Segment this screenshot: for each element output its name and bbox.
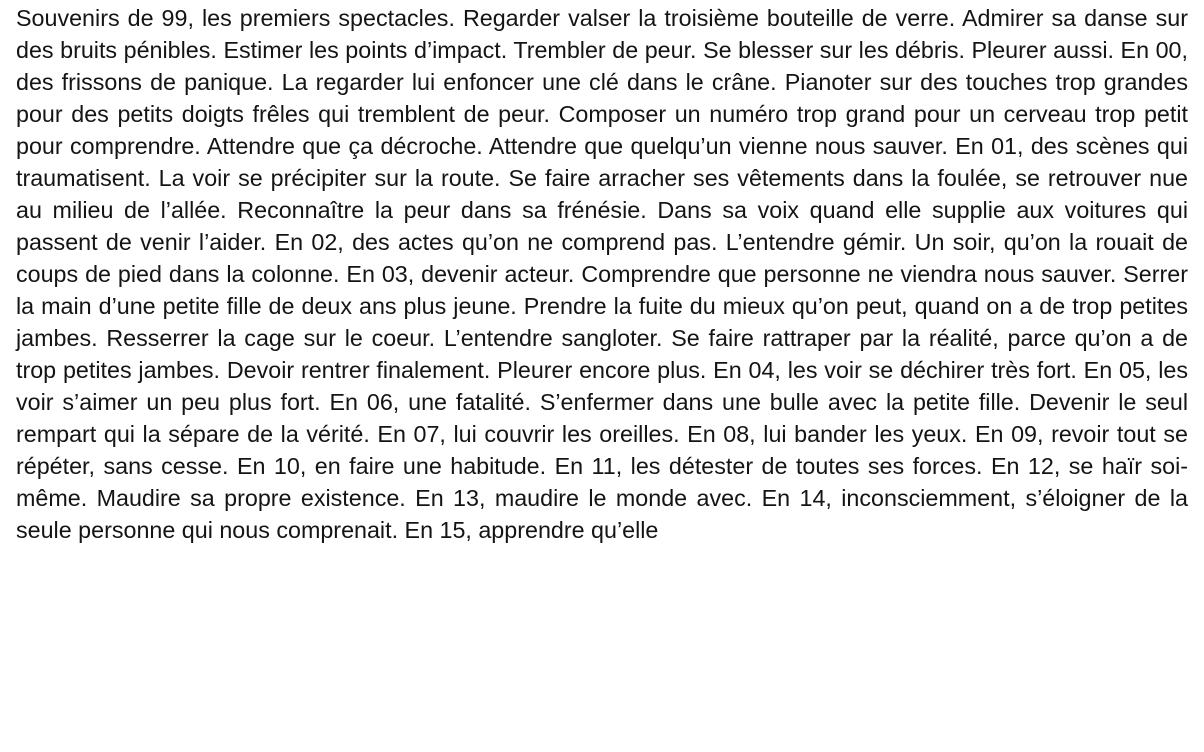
body-paragraph: Souvenirs de 99, les premiers spectacles. Regarder valser la troisième bouteille de verre. Admirer sa danse sur des bruits pénibles. Estimer les points d’impact. Trembler de peur. Se blesser sur les débris. Pleurer aussi. En 00, des frissons de panique. La regarder lui enfoncer une clé dans le crâne. Pianoter sur des touches trop grandes pour des petits doigts frêles qui tremblent de peur. Composer un numéro trop grand pour un cerveau trop petit pour comprendre. Attendre que ça décroche. Attendre que quelqu’un vienne nous sauver. En 01, des scènes qui traumatisent. La voir se précipiter sur la route. Se faire arracher ses vêtements dans la foulée, se retrouver nue au milieu de l’allée. Reconnaître la peur dans sa frénésie. Dans sa voix quand elle supplie aux voitures qui passent de venir l’aider. En 02, des actes qu’on ne comprend pas. L’entendre gémir. Un soir, qu’on la rouait de coups de pied dans la colonne. En 03, devenir acteur. Comprendre que personne ne viendra nous sauver. Serrer la main d’une petite fille de deux ans plus jeune. Prendre la fuite du mieux qu’on peut, quand on a de trop petites jambes. Resserrer la cage sur le coeur. L’entendre sangloter. Se faire rattraper par la réalité, parce qu’on a de trop petites jambes. Devoir rentrer finalement. Pleurer encore plus. En 04, les voir se déchirer très fort. En 05, les voir s’aimer un peu plus fort. En 06, une fatalité. S’enfermer dans une bulle avec la petite fille. Devenir le seul rempart qui la sépare de la vérité. En 07, lui couvrir les oreilles. En 08, lui bander les yeux. En 09, revoir tout se répéter, sans cesse. En 10, en faire une habitude. En 11, les détester de toutes ses forces. En 12, se haïr soi-même. Maudire sa propre existence. En 13, maudire le monde avec. En 14, inconsciemment, s’éloigner de la seule personne qui nous comprenait. En 15, apprendre qu’elle	[16, 5, 1188, 543]
